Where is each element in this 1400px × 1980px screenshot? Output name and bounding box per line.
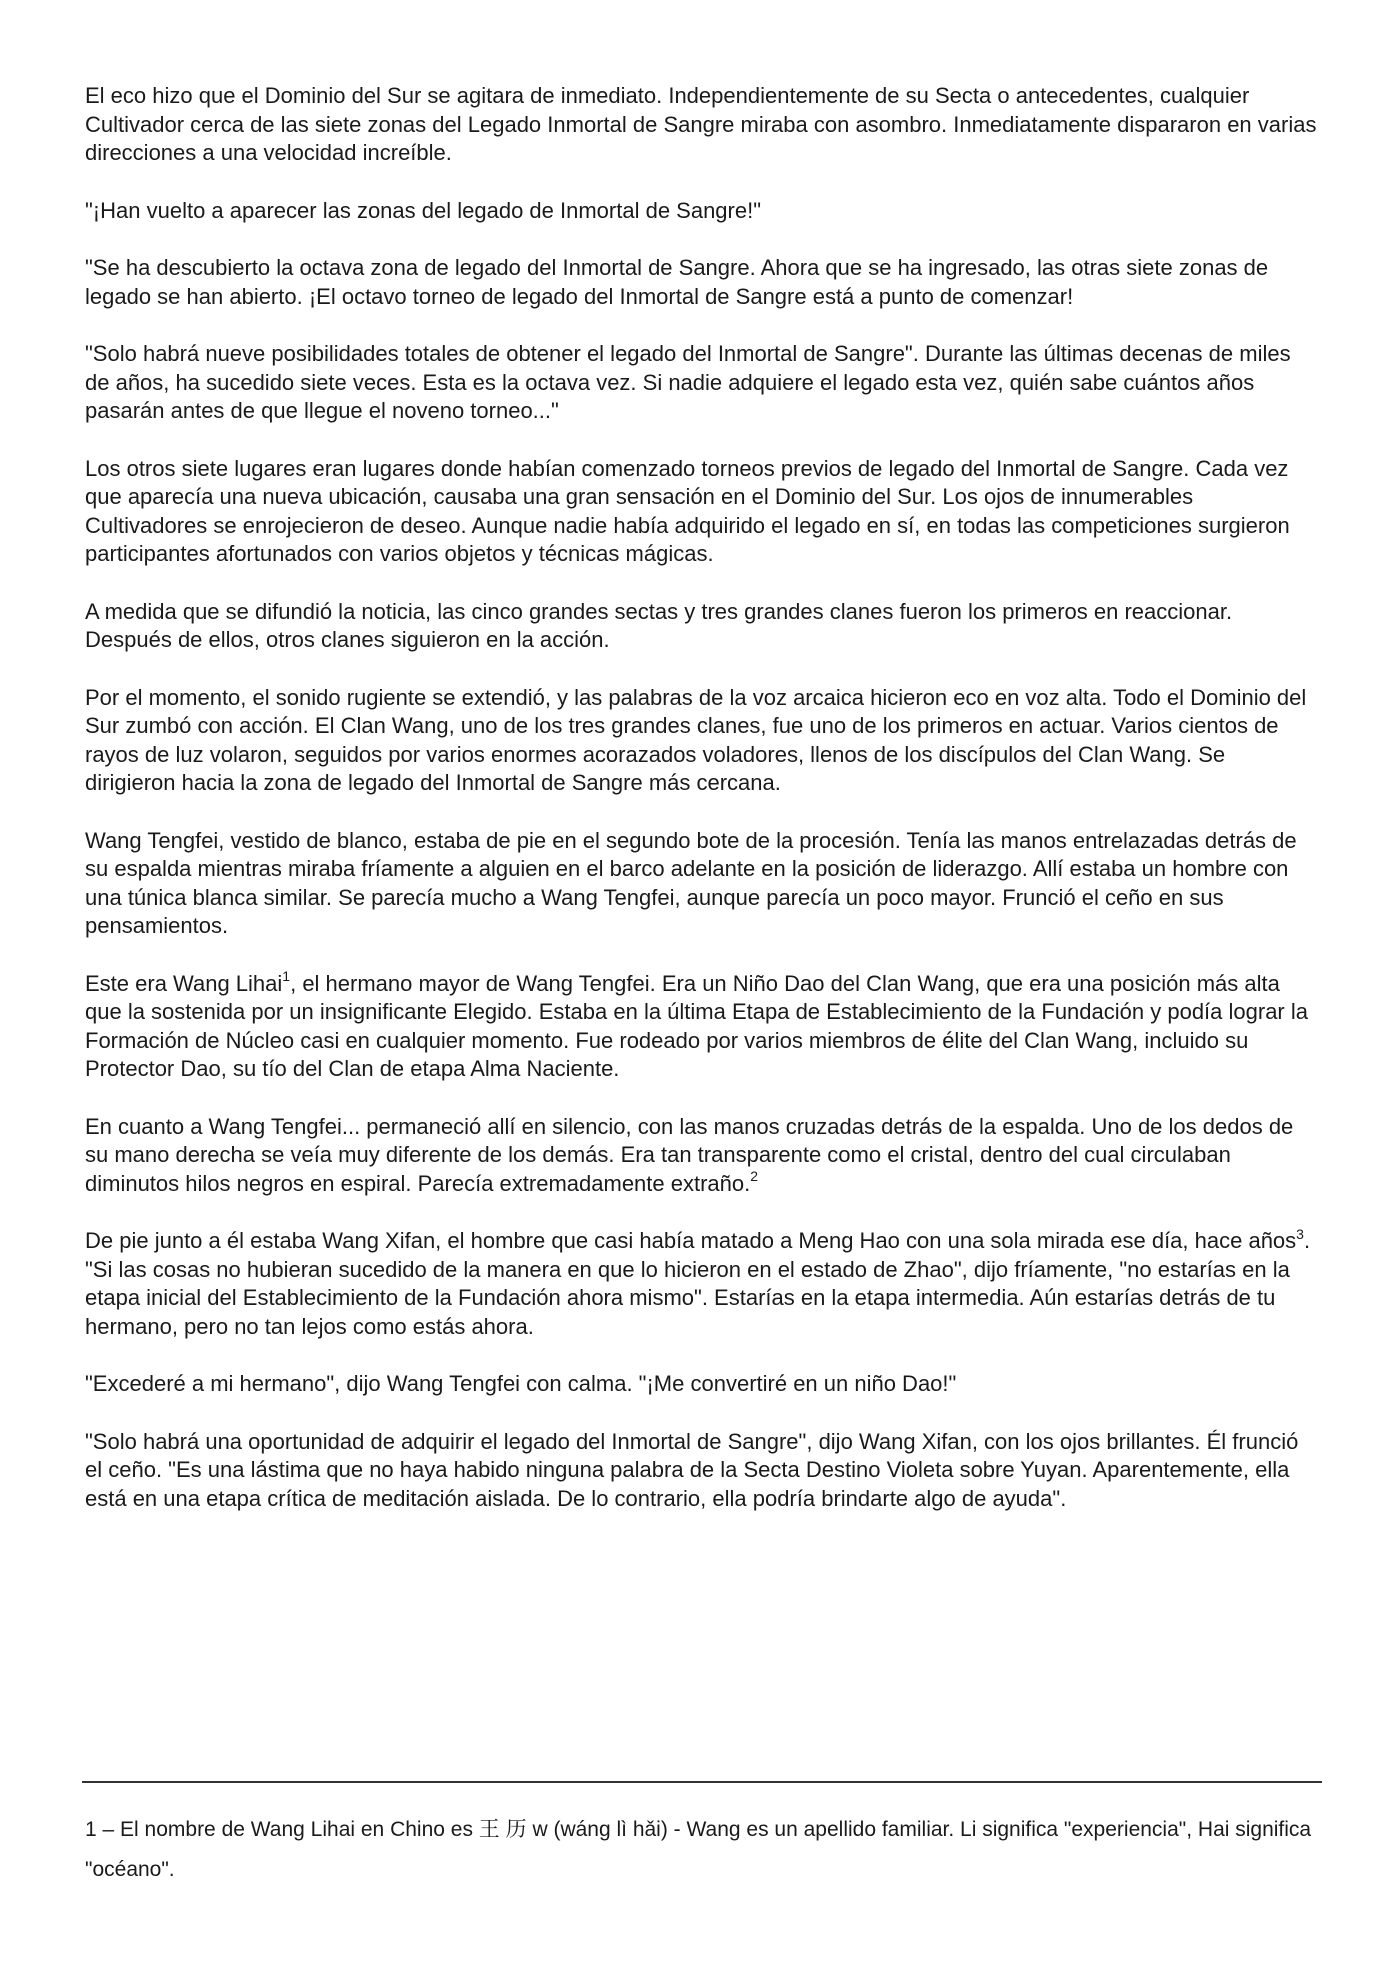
paragraph (85, 970, 1320, 1084)
document-body (85, 82, 1320, 1542)
footnote-marker: 3 (1296, 1225, 1304, 1242)
paragraph-text: , el hermano mayor de Wang Tengfei. Era un Niño Dao del Clan Wang, que era una posición más alta que la sostenida por un insignificante Elegido. Estaba en la última Etapa de Establecimiento de la Fundación y podía lograr la Formación de Núcleo casi en cualquier momento. Fue rodeado por varios miembros de élite del Clan Wang, incluido su Protector Dao, su tío del Clan de etapa Alma Naciente. (85, 970, 1308, 1081)
paragraph-text: "Excederé a mi hermano", dijo Wang Tengfei con calma. "¡Me convertiré en un niño Dao!" (85, 1371, 957, 1396)
paragraph (85, 598, 1320, 655)
paragraph (85, 254, 1320, 311)
paragraph-text: "Se ha descubierto la octava zona de legado del Inmortal de Sangre. Ahora que se ha ingresado, las otras siete zonas de legado se han abierto. ¡El octavo torneo de legado del Inmortal de Sangre está a punto de comenzar! (85, 255, 1269, 309)
footnote-marker: 2 (750, 1168, 759, 1185)
paragraph-text: Los otros siete lugares eran lugares donde habían comenzado torneos previos de legado del Inmortal de Sangre. Cada vez que aparecía una nueva ubicación, causaba una gran sensación en el Dominio del Sur. Los ojos de innumerables Cultivadores se enrojecieron de deseo. Aunque nadie había adquirido el legado en sí, en todas las competiciones surgieron participantes afortunados con varios objetos y técnicas mágicas. (85, 455, 1290, 566)
paragraph (85, 340, 1320, 426)
paragraph-text: "Solo habrá nueve posibilidades totales de obtener el legado del Inmortal de Sangre". Durante las últimas decenas de miles de años, ha sucedido siete veces. Esta es la octava vez. Si nadie adquiere el legado esta vez, quién sabe cuántos años pasarán antes de que llegue el noveno torneo..." (85, 341, 1291, 423)
paragraph-text: Wang Tengfei, vestido de blanco, estaba de pie en el segundo bote de la procesión. Tenía las manos entrelazadas detrás de su espalda mientras miraba fríamente a alguien en el barco adelante en la posición de liderazgo. Allí estaba un hombre con una túnica blanca similar. Se parecía mucho a Wang Tengfei, aunque parecía un poco mayor. Frunció el ceño en sus pensamientos. (85, 827, 1297, 938)
paragraph-text: . "Si las cosas no hubieran sucedido de la manera en que lo hicieron en el estado de Zhao", dijo fríamente, "no estarías en la etapa inicial del Establecimiento de la Fundación ahora mismo". Estarías en la etapa intermedia. Aún estarías detrás de tu hermano, pero no tan lejos como estás ahora. (85, 1228, 1311, 1339)
paragraph (85, 684, 1320, 798)
paragraph (85, 1227, 1320, 1341)
paragraph-text: "¡Han vuelto a aparecer las zonas del legado de Inmortal de Sangre!" (85, 197, 762, 223)
paragraph (85, 82, 1320, 168)
paragraph-text: A medida que se difundió la noticia, las cinco grandes sectas y tres grandes clanes fueron los primeros en reaccionar. Después de ellos, otros clanes siguieron en la acción. (85, 598, 1233, 652)
paragraph (85, 455, 1320, 569)
footnotes (85, 1810, 1320, 1890)
paragraph-text: El eco hizo que el Dominio del Sur se agitara de inmediato. Independientemente de su Secta o antecedentes, cualquier Cultivador cerca de las siete zonas del Legado Inmortal de Sangre miraba con asombro. Inmediatamente dispararon en varias direcciones a una velocidad increíble. (85, 83, 1317, 165)
paragraph-text: "Solo habrá una oportunidad de adquirir el legado del Inmortal de Sangre", dijo Wang Xifan, con los ojos brillantes. Él frunció el ceño. "Es una lástima que no haya habido ninguna palabra de la Secta Destino Violeta sobre Yuyan. Aparentemente, ella está en una etapa crítica de meditación aislada. De lo contrario, ella podría brindarte algo de ayuda". (85, 1428, 1299, 1511)
paragraph-text: En cuanto a Wang Tengfei... permaneció allí en silencio, con las manos cruzadas detrás de la espalda. Uno de los dedos de su mano derecha se veía muy diferente de los demás. Era tan transparente como el cristal, dentro del cual circulaban diminutos hilos negros en espiral. Parecía extremadamente extraño. (85, 1113, 1294, 1196)
paragraph-text: Este era Wang Lihai (85, 970, 283, 996)
footnote-1: 1 – El nombre de Wang Lihai en Chino es 王 历 w (wáng lì hǎi) - Wang es un apellido familiar. Li significa "experiencia", Hai significa "océano". (85, 1818, 1312, 1881)
footnote-divider (82, 1781, 1322, 1783)
paragraph-text: Por el momento, el sonido rugiente se extendió, y las palabras de la voz arcaica hicieron eco en voz alta. Todo el Dominio del Sur zumbó con acción. El Clan Wang, uno de los tres grandes clanes, fue uno de los primeros en actuar. Varios cientos de rayos de luz volaron, seguidos por varios enormes acorazados voladores, llenos de los discípulos del Clan Wang. Se dirigieron hacia la zona de legado del Inmortal de Sangre más cercana. (85, 684, 1307, 795)
paragraph-list (85, 82, 1320, 1513)
paragraph (85, 1428, 1320, 1514)
paragraph (85, 197, 1320, 226)
paragraph (85, 827, 1320, 941)
footnote-marker: 1 (282, 968, 291, 985)
paragraph (85, 1113, 1320, 1199)
paragraph (85, 1370, 1320, 1399)
paragraph-text: De pie junto a él estaba Wang Xifan, el hombre que casi había matado a Meng Hao con una sola mirada ese día, hace años (85, 1228, 1297, 1253)
